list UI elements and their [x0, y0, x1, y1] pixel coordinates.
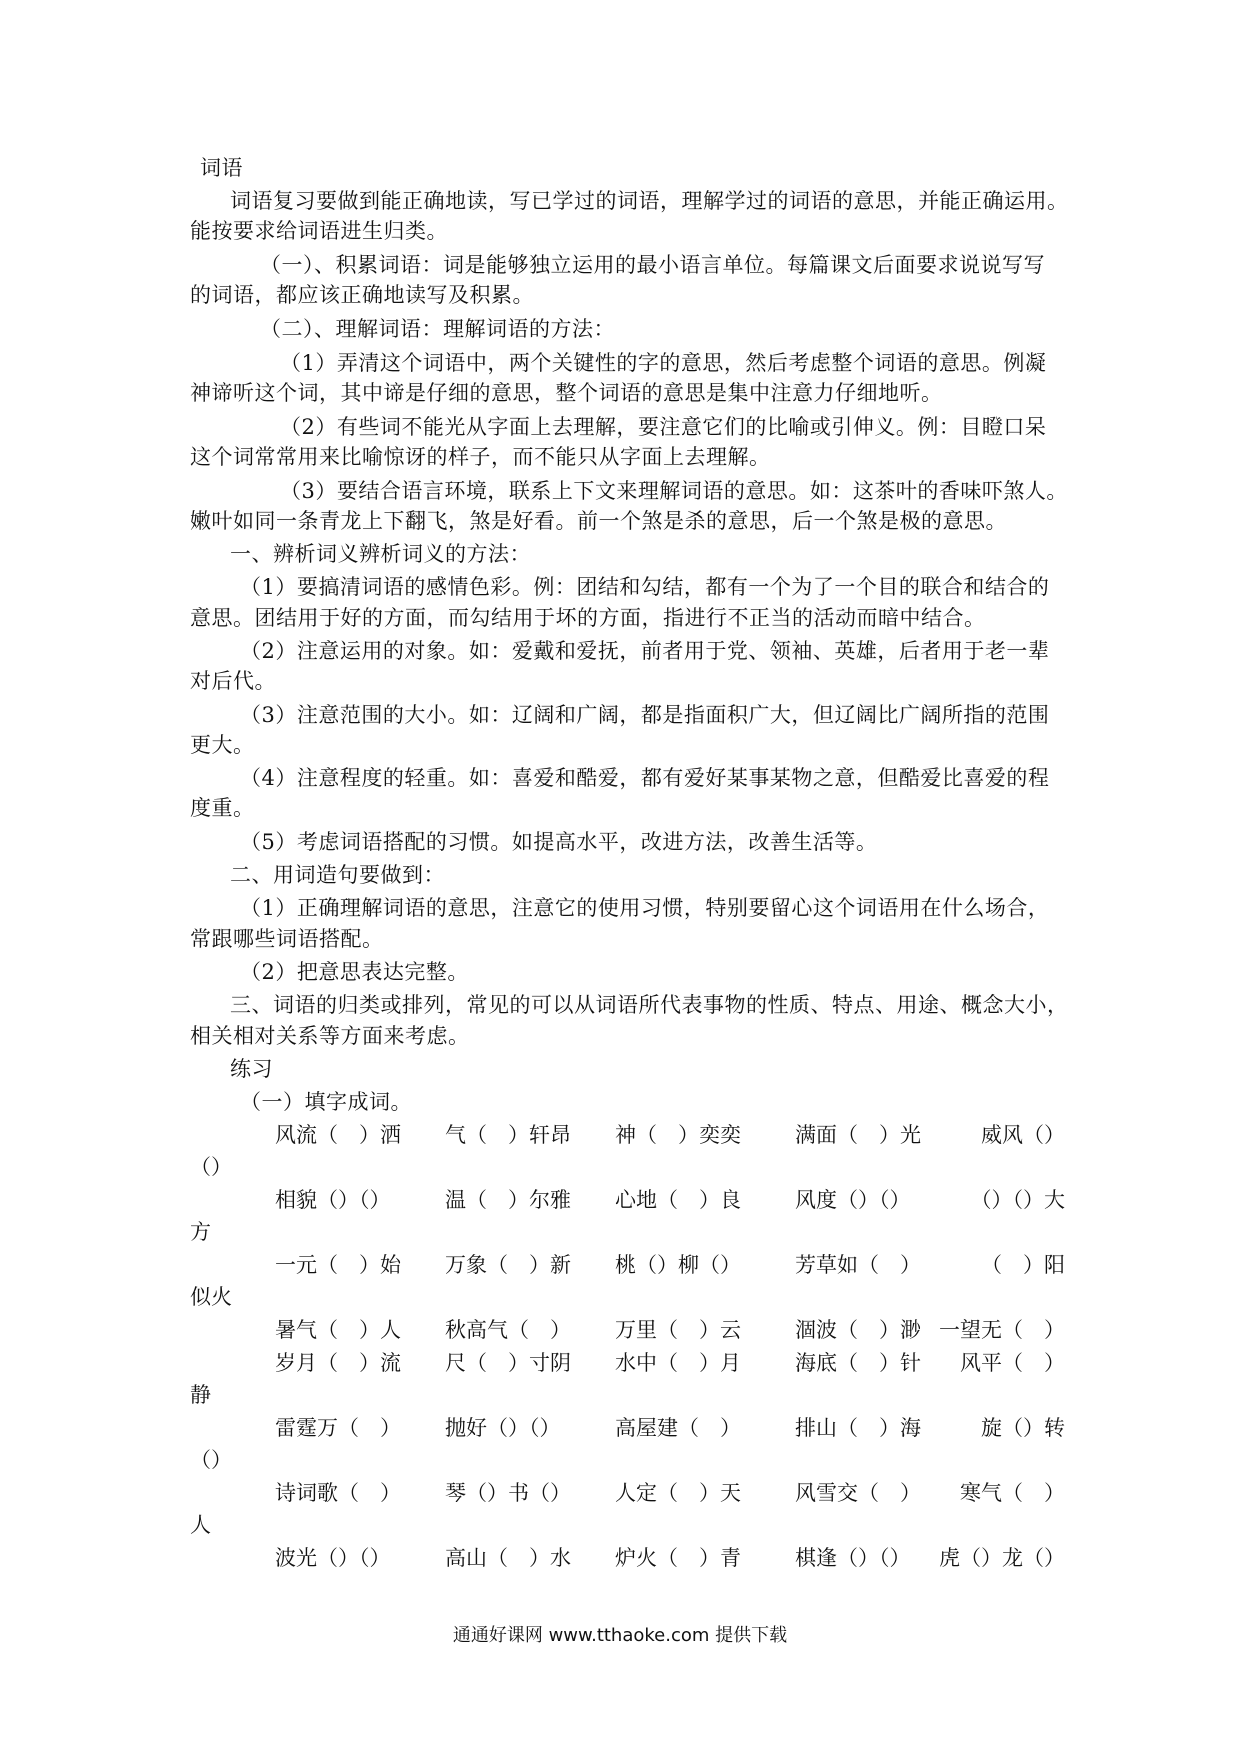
exercise-item: 水中（ ）月 [615, 1351, 741, 1375]
exercise-item: 岁月（ ）流 [275, 1351, 401, 1375]
paragraph-line: （3）注意范围的大小。如：辽阔和广阔，都是指面积广大，但辽阔比广阔所指的范围 [240, 703, 1050, 727]
exercise-item: 满面（ ）光 [795, 1123, 921, 1147]
paragraph-line: 嫩叶如同一条青龙上下翻飞，煞是好看。前一个煞是杀的意思，后一个煞是极的意思。 [190, 509, 1007, 533]
exercise-row [275, 1250, 1065, 1280]
exercise-item: 风度（）（） [795, 1188, 911, 1212]
paragraph-line: （4）注意程度的轻重。如：喜爱和酷爱，都有爱好某事某物之意，但酷爱比喜爱的程 [240, 766, 1050, 790]
exercise-item: （）（）大 [970, 1188, 1065, 1212]
exercise-wrap: （） [190, 1448, 232, 1472]
exercise-heading: 练习 [230, 1057, 273, 1081]
exercise-row [275, 1543, 1065, 1573]
exercise-item: 相貌（）（） [275, 1188, 391, 1212]
paragraph-line: （1）要搞清词语的感情色彩。例：团结和勾结，都有一个为了一个目的联合和结合的 [240, 575, 1050, 599]
page-footer: 通通好课网 www.tthaoke.com 提供下载 [452, 1625, 788, 1646]
exercise-item: 海底（ ）针 [795, 1351, 921, 1375]
exercise-item: 神（ ）奕奕 [615, 1123, 741, 1147]
paragraph-line: 意思。团结用于好的方面，而勾结用于坏的方面，指进行不正当的活动而暗中结合。 [190, 606, 986, 630]
paragraph-line: 常跟哪些词语搭配。 [190, 927, 384, 951]
paragraph-line: （2）把意思表达完整。 [240, 960, 469, 984]
paragraph-line: 神谛听这个词，其中谛是仔细的意思，整个词语的意思是集中注意力仔细地听。 [190, 381, 943, 405]
paragraph-line: 三、词语的归类或排列，常见的可以从词语所代表事物的性质、特点、用途、概念大小， [230, 993, 1069, 1017]
paragraph-line: （5）考虑词语搭配的习惯。如提高水平，改进方法，改善生活等。 [240, 830, 878, 854]
paragraph-line: （3）要结合语言环境，联系上下文来理解词语的意思。如：这茶叶的香味吓煞人。 [280, 479, 1068, 503]
exercise-row [275, 1478, 1065, 1508]
paragraph-line: 对后代。 [190, 669, 276, 693]
exercise-row [275, 1348, 1065, 1378]
paragraph-line: 度重。 [190, 796, 255, 820]
exercise-item: （ ）阳 [981, 1253, 1065, 1277]
exercise-item: 尺（ ）寸阴 [445, 1351, 571, 1375]
exercise-item: 波光（）（） [275, 1546, 391, 1570]
exercise-item: 暑气（ ）人 [275, 1318, 401, 1342]
paragraph-line: 词语复习要做到能正确地读，写已学过的词语，理解学过的词语的意思，并能正确运用。 [230, 189, 1069, 213]
exercise-item: 涸波（ ）渺 [795, 1318, 921, 1342]
exercise-item: 高屋建（ ） [615, 1416, 741, 1440]
paragraph-line: （二）、理解词语：理解词语的方法： [260, 317, 615, 341]
exercise-row [275, 1413, 1065, 1443]
paragraph-line: （一）、积累词语：词是能够独立运用的最小语言单位。每篇课文后面要求说说写写 [260, 253, 1045, 277]
exercise-subheading: （一）填字成词。 [240, 1090, 412, 1114]
paragraph-line: （2）有些词不能光从字面上去理解，要注意它们的比喻或引伸义。例：目瞪口呆 [280, 415, 1047, 439]
exercise-item: 秋高气（ ） [445, 1318, 571, 1342]
exercise-item: 芳草如（ ） [795, 1253, 921, 1277]
exercise-item: 风流（ ）洒 [275, 1123, 401, 1147]
exercise-item: 万象（ ）新 [445, 1253, 571, 1277]
exercise-item: 炉火（ ）青 [615, 1546, 741, 1570]
section-title: 词语 [200, 156, 243, 180]
exercise-row [275, 1315, 1065, 1345]
exercise-item: 威风（） [981, 1123, 1065, 1147]
exercise-item: 雷霆万（ ） [275, 1416, 401, 1440]
exercise-item: 棋逢（）（） [795, 1546, 911, 1570]
exercise-item: 寒气（ ） [960, 1481, 1065, 1505]
exercise-wrap: 方 [190, 1220, 211, 1244]
exercise-item: 风平（ ） [960, 1351, 1065, 1375]
paragraph-line: 这个词常常用来比喻惊讶的样子，而不能只从字面上去理解。 [190, 445, 771, 469]
exercise-item: 一望无（ ） [939, 1318, 1065, 1342]
exercise-item: 万里（ ）云 [615, 1318, 741, 1342]
paragraph-line: 能按要求给词语进生归类。 [190, 219, 448, 243]
exercise-item: 琴（）书（） [445, 1481, 571, 1505]
exercise-wrap: 似火 [190, 1285, 232, 1309]
exercise-item: 抛好（）（） [445, 1416, 561, 1440]
exercise-item: 诗词歌（ ） [275, 1481, 401, 1505]
exercise-item: 排山（ ）海 [795, 1416, 921, 1440]
exercise-item: 风雪交（ ） [795, 1481, 921, 1505]
paragraph-line: 相关相对关系等方面来考虑。 [190, 1024, 470, 1048]
exercise-row [275, 1185, 1065, 1215]
paragraph-line: （1）正确理解词语的意思，注意它的使用习惯，特别要留心这个词语用在什么场合， [240, 896, 1050, 920]
exercise-item: 虎（）龙（） [939, 1546, 1065, 1570]
exercise-item: 一元（ ）始 [275, 1253, 401, 1277]
exercise-wrap: （） [190, 1155, 232, 1179]
exercise-wrap: 人 [190, 1513, 211, 1537]
paragraph-line: （1）弄清这个词语中，两个关键性的字的意思，然后考虑整个词语的意思。例凝 [280, 351, 1047, 375]
paragraph-line: 二、用词造句要做到： [230, 863, 445, 887]
exercise-item: 温（ ）尔雅 [445, 1188, 571, 1212]
exercise-item: 人定（ ）天 [615, 1481, 741, 1505]
paragraph-line: 一、辨析词义辨析词义的方法： [230, 542, 531, 566]
exercise-wrap: 静 [190, 1383, 211, 1407]
exercise-item: 高山（ ）水 [445, 1546, 571, 1570]
exercise-item: 桃（）柳（） [615, 1253, 741, 1277]
exercise-item: 旋（）转 [981, 1416, 1065, 1440]
paragraph-line: 的词语，都应该正确地读写及积累。 [190, 283, 534, 307]
exercise-item: 心地（ ）良 [615, 1188, 741, 1212]
exercise-item: 气（ ）轩昂 [445, 1123, 571, 1147]
paragraph-line: （2）注意运用的对象。如：爱戴和爱抚，前者用于党、领袖、英雄，后者用于老一辈 [240, 639, 1050, 663]
paragraph-line: 更大。 [190, 733, 255, 757]
exercise-row [275, 1120, 1065, 1150]
